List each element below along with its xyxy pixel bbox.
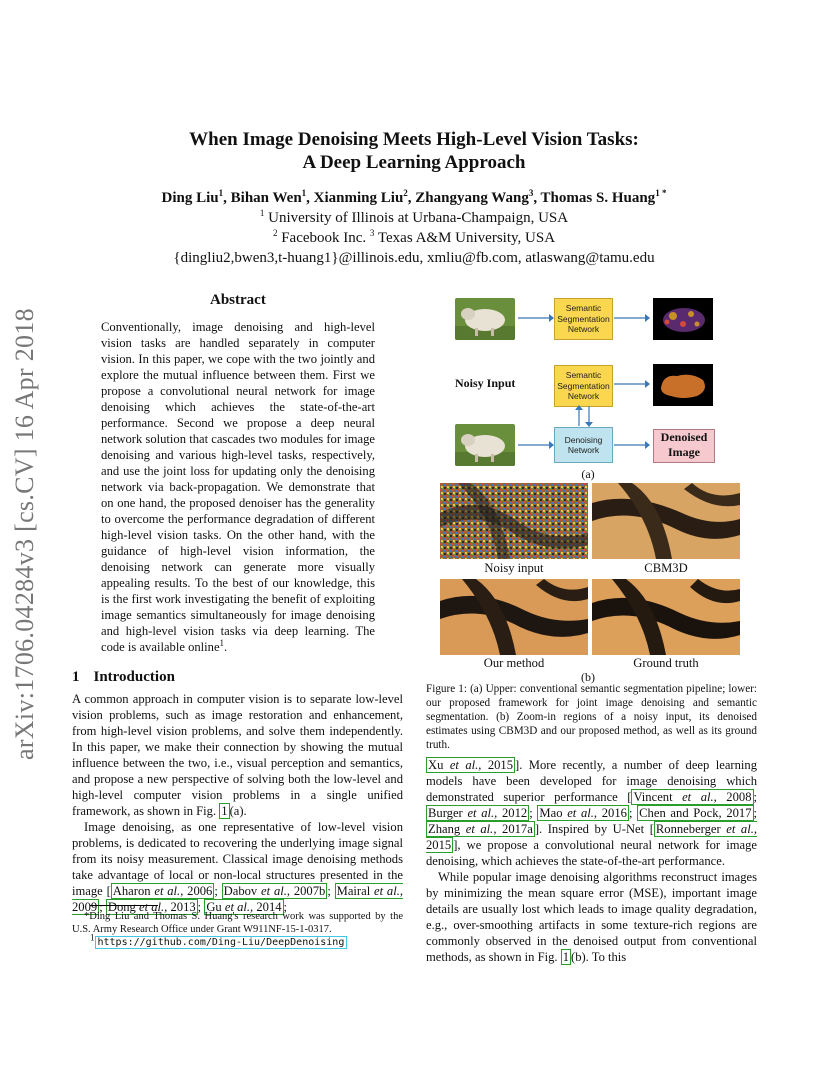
arxiv-stamp: arXiv:1706.04284v3 [cs.CV] 16 Apr 2018 [10,308,39,760]
title-line-2: A Deep Learning Approach [302,152,526,173]
caption-noisy-input: Noisy input [484,561,544,575]
author-block [0,188,828,268]
sheep-image-bottom [455,424,515,466]
subfigure-a-label: (a) [581,467,595,481]
sheep-image-top [455,298,515,340]
arrow-mid [614,379,650,389]
section-title: Introduction [93,669,175,685]
arrow-bottom-2 [614,440,650,450]
segmentation-map-mid [653,364,713,406]
right-paragraph-1: Xu et al., 2015 ]. More recently, a number of deep learning models have been developed for image denoising which demonstrated superior performance [ Vincent et al., 2008 ; Burger et al., 2012 ; Mao et al., 2016 ; Chen and Pock, 2017 ; Zhang et al., 2017a ]. Inspired by U-Net [ Ronneberger et al., 2015 ], we propose a convolutional neural network for image denoising, which achieves the state-of-the-art performance. [426,758,758,868]
title-line-1: When Image Denoising Meets High-Level Vision Tasks: [189,129,639,150]
tiger-our-method-image [440,579,588,655]
tiger-cbm3d-image [592,483,740,559]
right-paragraph-2: While popular image denoising algorithms reconstruct images by minimizing the mean square error (MSE), important image details are usually lost which leads to image quality degradation, e.g., over-smoothing artifacts in some texture-rich regions are commonly observed in the denoised output from conventional methods, as shown in Fig. 1 (b). To this [426,870,757,964]
abstract-heading: Abstract [210,292,266,308]
arrow-top-2 [614,313,650,323]
code-url-link[interactable]: https://github.com/Ding-Liu/DeepDenoising [95,936,348,949]
caption-ground-truth: Ground truth [633,656,699,670]
footnote-code: $^1$ https://github.com/Ding-Liu/DeepDenoising [72,936,403,949]
denoising-network-box: Denoising Network [554,427,613,463]
intro-text [72,691,403,915]
affiliation-2: $^2$ Facebook Inc. $^3$ Texas A&M University, USA [272,228,556,246]
affiliation-1: $^1$ University of Illinois at Urbana-Champaign, USA [259,208,569,226]
intro-paragraph-1: A common approach in computer vision is to separate low-level vision problems, such as image restoration and enhancement, from high-level vision problems, and solve them independently. In this paper, we make their connection by showing the mutual influence between the two, i.e., visual perception and semantics, and propose a new perspective of solving both the low-level and high-level computer vision problems in a single unified framework, as shown in Fig. 1 (a). [72,692,403,818]
abstract-text: Conventionally, image denoising and high-level vision tasks are handled separately in computer vision. In this paper, we cope with the two jointly and explore the mutual influence between them. First we propose a convolutional neural network for image denoising which achieves the state-of-the-art performance. Second we propose a deep neural network solution that cascades two modules for image denoising and various high-level tasks, respectively, and use the joint loss for updating only the denoising network via back-propagation. We demonstrate that on one hand, the proposed denoiser has the generality to overcome the performance degradation of different high-level vision tasks. On the other hand, with the guidance of high-level vision information, the denoising network can generate more visually appealing results. To the best of our knowledge, this is the first work investigating the benefit of exploiting image semantics simultaneously for image denoising and high-level vision tasks via deep learning. The code is available online$^1$. [101,320,375,654]
semantic-seg-box-mid: Semantic Segmentation Network [554,365,613,407]
footnote-funding: *Ding Liu and Thomas S. Huang's research work was supported by the U.S. Army Research Office under Grant W911NF-15-1-0317. [72,911,403,935]
intro-paragraph-2: Image denoising, as one representative of low-level vision problems, is dedicated to recovering the underlying image signal from its noisy measurement. Classical image denoising methods take advantage of local or non-local structures presented in the image [ Aharon et al., 2006 ; Dabov et al., 2007b ; Mairal et al., 2009 ; Dong et al., 2013 ; Gu et al., 2014 ; [72,820,404,914]
section-number: 1 [72,669,80,685]
tiger-noisy-image [440,483,588,559]
tiger-ground-truth-image [592,579,740,655]
caption-our-method: Our method [483,656,545,670]
footnotes [72,910,403,949]
segmentation-map-top [653,298,713,340]
footnote-rule [90,905,158,906]
semantic-seg-box-top: Semantic Segmentation Network [554,298,613,340]
arrow-top-1 [518,313,554,323]
noisy-input-label: Noisy Input [455,376,516,390]
caption-cbm3d: CBM3D [644,561,688,575]
author-names: Ding Liu$^1$, Bihan Wen$^1$, Xianming Liu$^2$, Zhangyang Wang$^3$, Thomas S. Huang$^{1 *}$ [161,188,667,206]
subfigure-b-label: (b) [581,670,595,684]
denoised-image-box: Denoised Image [653,429,715,463]
section-heading [72,669,175,686]
paper-title [0,128,828,174]
up-down-arrows [575,405,593,427]
right-column-text [426,757,757,965]
author-emails: {dingliu2,bwen3,t-huang1}@illinois.edu, xmliu@fb.com, atlaswang@tamu.edu [173,250,655,266]
arrow-bottom-1 [518,440,554,450]
figure-caption: Figure 1: (a) Upper: conventional semantic segmentation pipeline; lower: our proposed framework for joint image denoising and semantic segmentation. (b) Zoom-in regions of a noisy input, its denoised estimates using CBM3D and our proposed method, as well as its ground truth. [426,683,757,751]
